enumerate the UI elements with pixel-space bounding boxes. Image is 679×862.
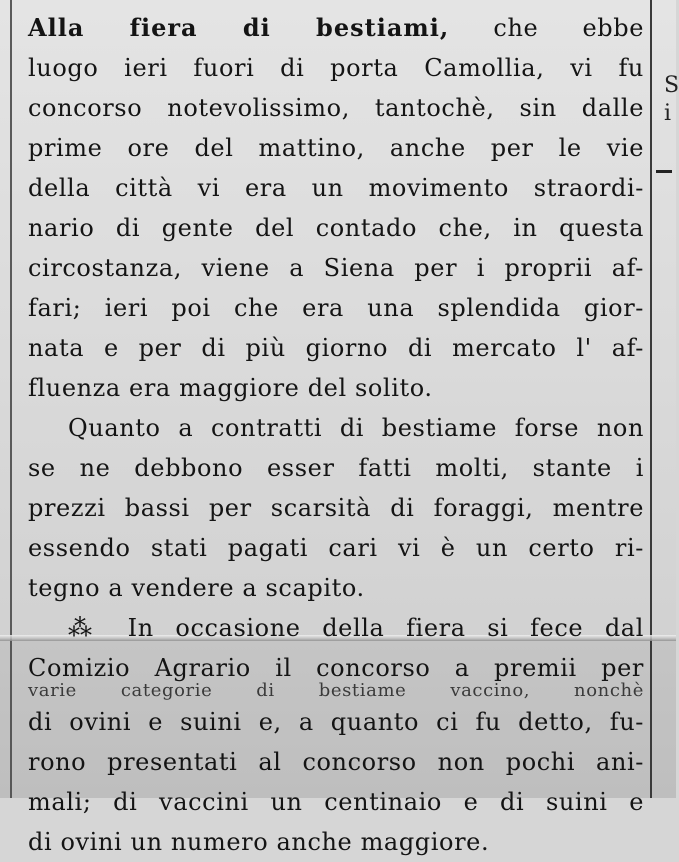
article-line bbox=[28, 608, 644, 648]
article-line: rono presentati al concorso non pochi ani- bbox=[28, 748, 644, 776]
article-line-folded bbox=[28, 680, 644, 702]
right-column-fragment: S bbox=[664, 73, 679, 98]
article-heading: Alla fiera di bestiami, bbox=[28, 13, 450, 42]
article-line: circostanza, viene a Siena per i proprii af- bbox=[28, 254, 644, 282]
article-line-text: In occasione della fiera si fece dal bbox=[127, 614, 644, 642]
article-line: mali; di vaccini un centinaio e di suini e bbox=[28, 788, 644, 816]
article-line: Comizio Agrario il concorso a premii per bbox=[28, 654, 644, 682]
article-line: di ovini un numero anche maggiore. bbox=[28, 828, 490, 856]
article-line: fluenza era maggiore del solito. bbox=[28, 374, 433, 402]
right-column-fragment: i bbox=[664, 101, 672, 126]
article-line bbox=[28, 8, 644, 48]
article-line: se ne debbono esser fatti molti, stante i bbox=[28, 454, 644, 482]
article-line: essendo stati pagati cari vi è un certo ri- bbox=[28, 534, 644, 562]
article-line: della città vi era un movimento straordi- bbox=[28, 174, 644, 202]
article-line: tegno a vendere a scapito. bbox=[28, 574, 365, 602]
article-line: concorso notevolissimo, tantochè, sin dalle bbox=[28, 94, 644, 122]
article-line: nata e per di più giorno di mercato l' af- bbox=[28, 334, 644, 362]
article-line: prime ore del mattino, anche per le vie bbox=[28, 134, 644, 162]
article-line: prezzi bassi per scarsità di foraggi, mentre bbox=[28, 494, 644, 522]
article-line: luogo ieri fuori di porta Camollia, vi fu bbox=[28, 54, 644, 82]
article-column bbox=[28, 8, 644, 862]
article-line: nario di gente del contado che, in questa bbox=[28, 214, 644, 242]
article-line: fari; ieri poi che era una splendida gior- bbox=[28, 294, 644, 322]
article-line-text: varie categorie di bestiame vaccino, nonchè bbox=[28, 680, 644, 701]
right-column-dash bbox=[656, 170, 672, 173]
asterism-mark: ⁂ bbox=[68, 614, 107, 642]
article-line: di ovini e suini e, a quanto ci fu detto, fu- bbox=[28, 708, 644, 736]
article-line: Quanto a contratti di bestiame forse non bbox=[68, 414, 644, 442]
article-line-text: che ebbe bbox=[493, 14, 644, 42]
